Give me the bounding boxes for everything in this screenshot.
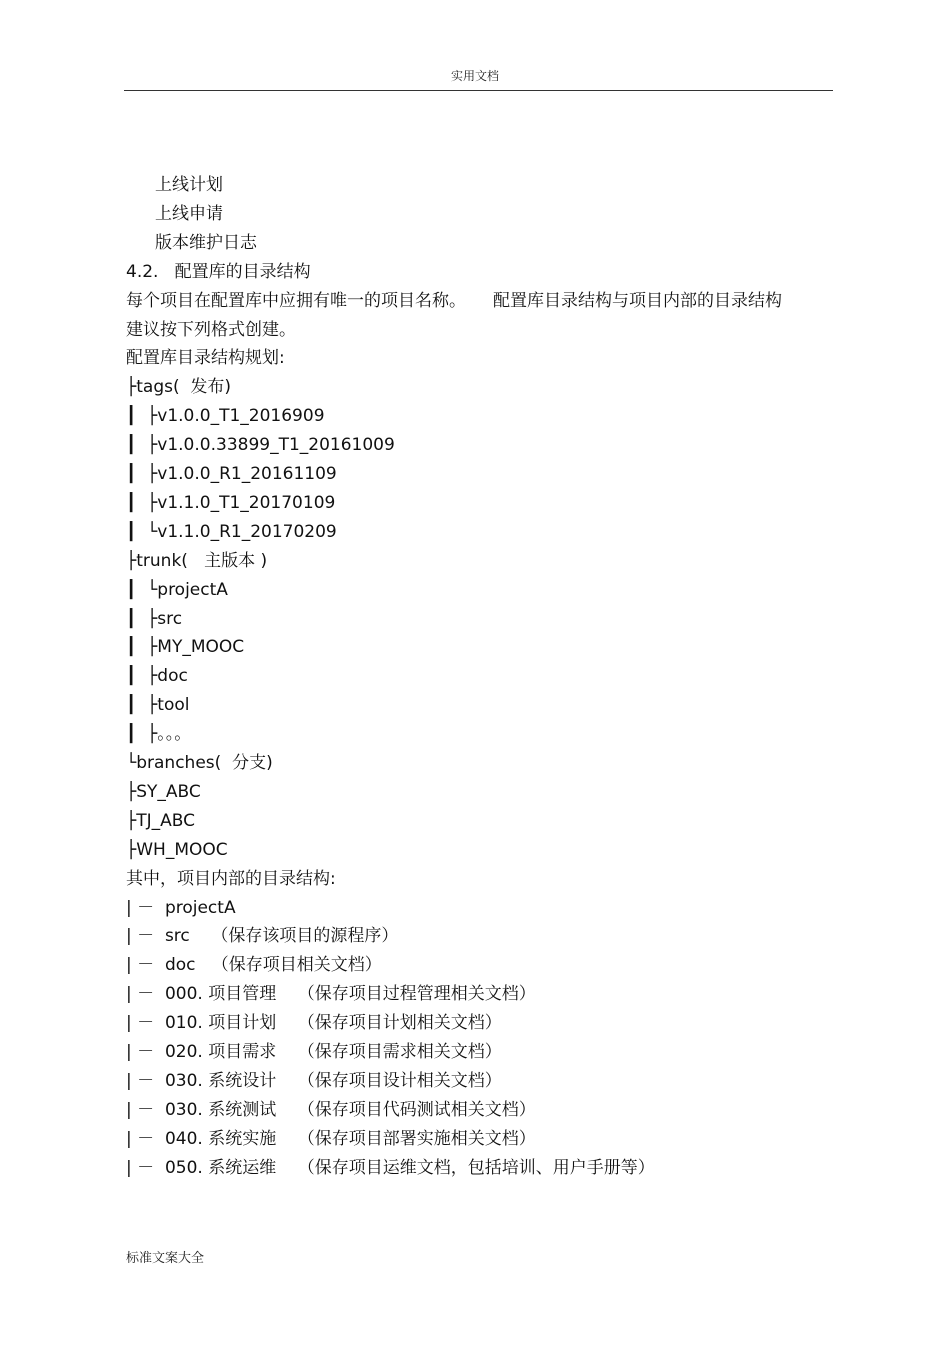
document-line: ┃ ├v1.0.0.33899_T1_20161009 bbox=[126, 435, 395, 456]
document-line: ┃ ├tool bbox=[126, 695, 190, 716]
document-line: | － 050. 系统运维 （保存项目运维文档，包括培训、用户手册等） bbox=[126, 1157, 655, 1178]
document-line: 上线申请 bbox=[155, 203, 223, 224]
document-line: | － 000. 项目管理 （保存项目过程管理相关文档） bbox=[126, 984, 536, 1005]
document-line: ├trunk( 主版本 ) bbox=[126, 550, 268, 571]
document-line: ┃ ├v1.0.0_R1_20161109 bbox=[126, 464, 337, 484]
document-line: 上线计划 bbox=[155, 175, 223, 195]
document-line: ├TJ_ABC bbox=[126, 810, 195, 831]
document-line: | － 020. 项目需求 （保存项目需求相关文档） bbox=[126, 1042, 502, 1062]
document-line: ┃ ├MY_MOOC bbox=[126, 637, 245, 658]
document-line: | － projectA bbox=[126, 897, 236, 918]
document-line: 其中，项目内部的目录结构: bbox=[126, 868, 336, 889]
document-line: 每个项目在配置库中应拥有唯一的项目名称。 配置库目录结构与项目内部的目录结构 bbox=[126, 290, 783, 311]
document-line: ├WH_MOOC bbox=[126, 839, 228, 860]
document-line: 4.2. 配置库的目录结构 bbox=[126, 261, 311, 282]
document-line: ┃ ├src bbox=[126, 608, 183, 629]
document-line: | － src （保存该项目的源程序） bbox=[126, 926, 399, 947]
document-line: | － doc （保存项目相关文档） bbox=[126, 955, 382, 976]
document-line: ┃ └v1.1.0_R1_20170209 bbox=[126, 521, 337, 542]
document-line: ┃ └projectA bbox=[126, 579, 228, 600]
document-line: 配置库目录结构规划: bbox=[126, 348, 285, 369]
document-line: | － 030. 系统测试 （保存项目代码测试相关文档） bbox=[126, 1099, 536, 1120]
document-line: ├tags( 发布) bbox=[126, 377, 232, 398]
document-line: ├SY_ABC bbox=[126, 781, 201, 802]
document-line: └branches( 分支) bbox=[126, 753, 273, 773]
document-line: | － 030. 系统设计 （保存项目设计相关文档） bbox=[126, 1070, 502, 1091]
document-line: ┃ ├。。。 bbox=[126, 724, 192, 745]
document-line: | － 010. 项目计划 （保存项目计划相关文档） bbox=[126, 1013, 502, 1034]
document-line: ┃ ├doc bbox=[126, 666, 188, 687]
document-line: ┃ ├v1.1.0_T1_20170109 bbox=[126, 492, 336, 513]
header-divider bbox=[124, 90, 833, 91]
document-line: ┃ ├v1.0.0_T1_2016909 bbox=[126, 406, 325, 427]
document-line: 建议按下列格式创建。 bbox=[126, 319, 296, 340]
document-line: 版本维护日志 bbox=[155, 232, 257, 253]
page-footer-text: 标准文案大全 bbox=[126, 1251, 205, 1266]
document-line: | － 040. 系统实施 （保存项目部署实施相关文档） bbox=[126, 1128, 536, 1149]
page-header-title: 实用文档 bbox=[450, 69, 499, 83]
